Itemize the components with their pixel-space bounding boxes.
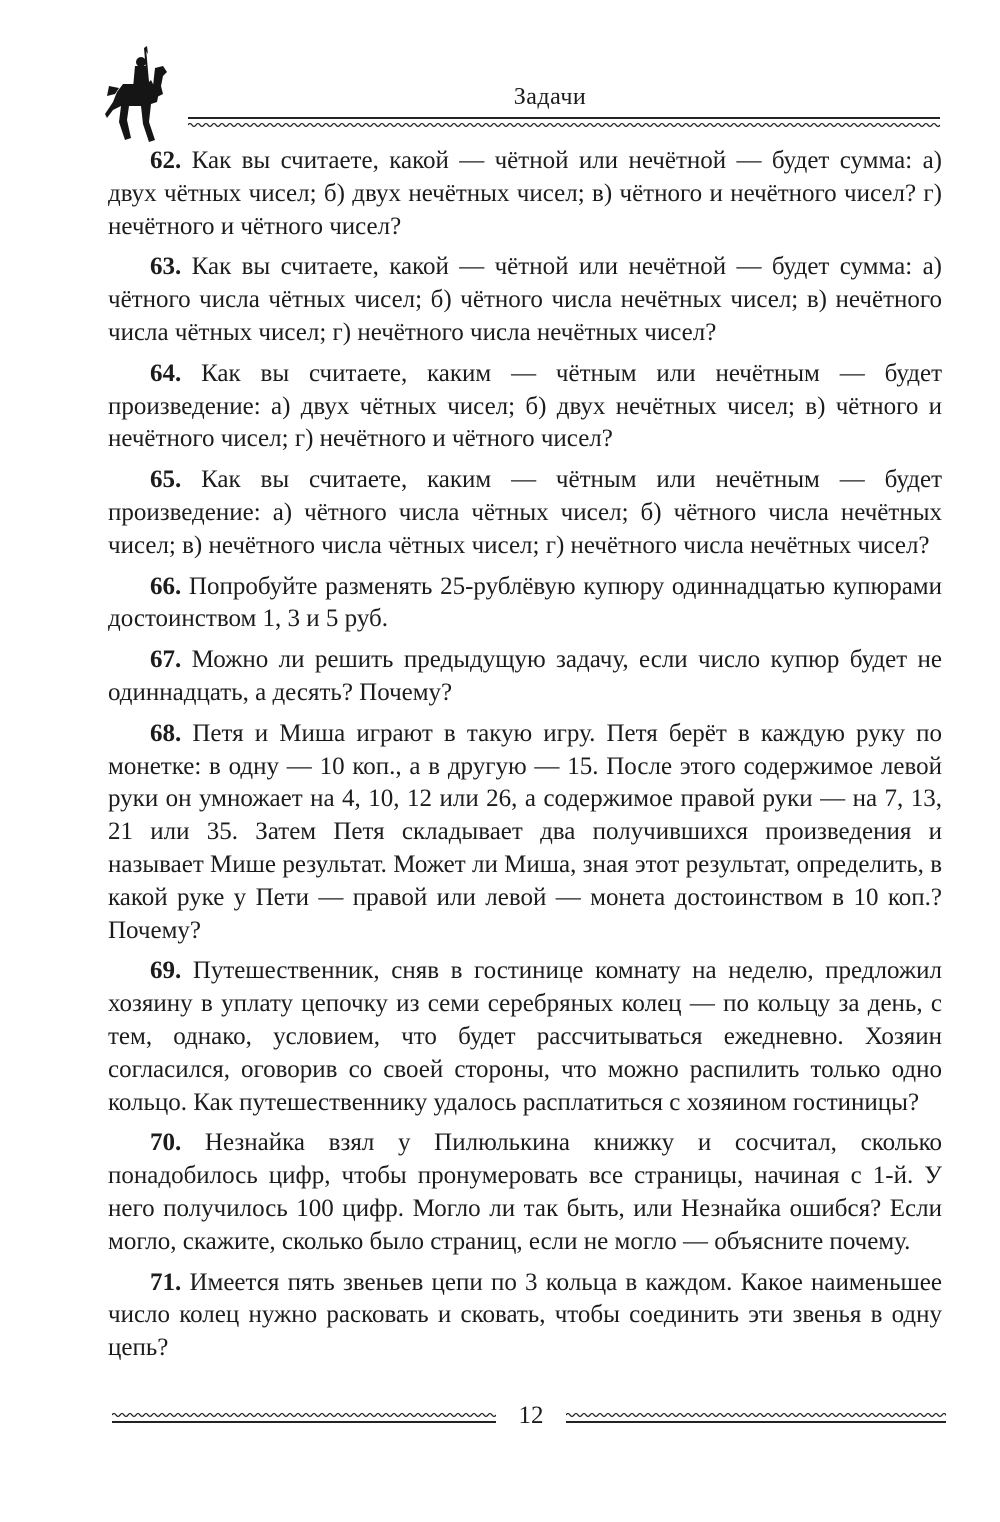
problem-text: Незнайка взял у Пилюлькина книжку и сосчитал, сколько понадобилось цифр, чтобы пронумеровать все страницы, начиная с 1-й. У него получилось 100 цифр. Могло ли так быть, или Незнайка ошибся? Если могло, скажите, сколько было страниц, если не могло — объясните почему. xyxy=(108,1129,942,1255)
page-number: 12 xyxy=(518,1402,544,1429)
problem-text: Можно ли решить предыдущую задачу, если число купюр будет не одиннадцать, а десять? Почему? xyxy=(108,646,942,706)
problem-text: Попробуйте разменять 25-рублёвую купюру одиннадцатью купюрами достоинством 1, 3 и 5 руб. xyxy=(108,572,942,633)
problem-number: 71. xyxy=(150,1268,182,1296)
problem-text: Как вы считаете, какой — чётной или нечётной — будет сумма: а) чётного числа чётных чисел; б) чётного числа нечётных чисел; в) нечётного числа чётных чисел; г) нечётного числа нечётных чисел? xyxy=(108,253,942,346)
problem-number: 69. xyxy=(150,957,182,985)
problems-list xyxy=(108,145,942,1373)
problem-number: 65. xyxy=(150,466,182,494)
problem-item xyxy=(108,571,942,637)
problem-item xyxy=(108,1127,942,1258)
problem-item xyxy=(108,718,942,948)
footer-wavy-rule-right xyxy=(566,1410,946,1426)
footer-wavy-rule-left xyxy=(112,1410,496,1426)
problem-text: Путешественник, сняв в гостинице комнату на неделю, предложил хозяину в уплату цепочку из семи серебряных колец — по кольцу за день, с тем, однако, условием, что будет рассчитываться ежедневно. Хозяин согласился, оговорив со своей стороны, что можно распилить только одно кольцо. Как путешественнику удалось расплатиться с хозяином гостиницы? xyxy=(108,957,942,1116)
problem-number: 64. xyxy=(150,359,182,387)
problem-number: 68. xyxy=(150,719,182,747)
knight-horseman-icon xyxy=(103,46,173,146)
problem-text: Как вы считаете, каким — чётным или нечётным — будет произведение: а) двух чётных чисел; б) двух нечётных чисел; в) чётного и нечётного чисел; г) нечётного и чётного чисел? xyxy=(108,359,942,453)
problem-number: 67. xyxy=(150,646,182,674)
problem-text: Как вы считаете, какой — чётной или нечётной — будет сумма: а) двух чётных чисел; б) двух нечётных чисел; в) чётного и нечётного чисел? г) нечётного и чётного чисел? xyxy=(108,147,942,240)
problem-item xyxy=(108,464,942,562)
problem-text: Имеется пять звеньев цепи по 3 кольца в каждом. Какое наименьшее число колец нужно расковать и сковать, чтобы соединить эти звенья в одну цепь? xyxy=(108,1268,942,1362)
problem-number: 66. xyxy=(150,572,182,600)
problem-item xyxy=(108,644,942,710)
problem-text: Как вы считаете, каким — чётным или нечётным — будет произведение: а) чётного числа чётных чисел; б) чётного числа нечётных чисел; в) нечётного числа чётных чисел; г) нечётного числа нечётных чисел? xyxy=(108,466,942,559)
problem-item xyxy=(108,955,942,1119)
problem-text: Петя и Миша играют в такую игру. Петя берёт в каждую руку по монетке: в одну — 10 коп., а в другую — 15. После этого содержимое левой руки он умножает на 4, 10, 12 или 26, а содержимое правой руки — на 7, 13, 21 или 35. Затем Петя складывает два получившихся произведения и называет Мише результат. Может ли Миша, зная этот результат, определить, в какой руке у Пети — правой или левой — монета достоинством в 10 коп.? Почему? xyxy=(108,719,942,944)
problem-item xyxy=(108,251,942,349)
problem-number: 62. xyxy=(150,147,182,174)
problem-number: 63. xyxy=(150,253,182,281)
header-wavy-rule xyxy=(188,115,940,131)
problem-number: 70. xyxy=(150,1129,182,1157)
problem-item xyxy=(108,145,942,243)
page-header-title: Задачи xyxy=(513,84,587,110)
problem-item xyxy=(108,1267,942,1365)
problem-item xyxy=(108,358,942,456)
